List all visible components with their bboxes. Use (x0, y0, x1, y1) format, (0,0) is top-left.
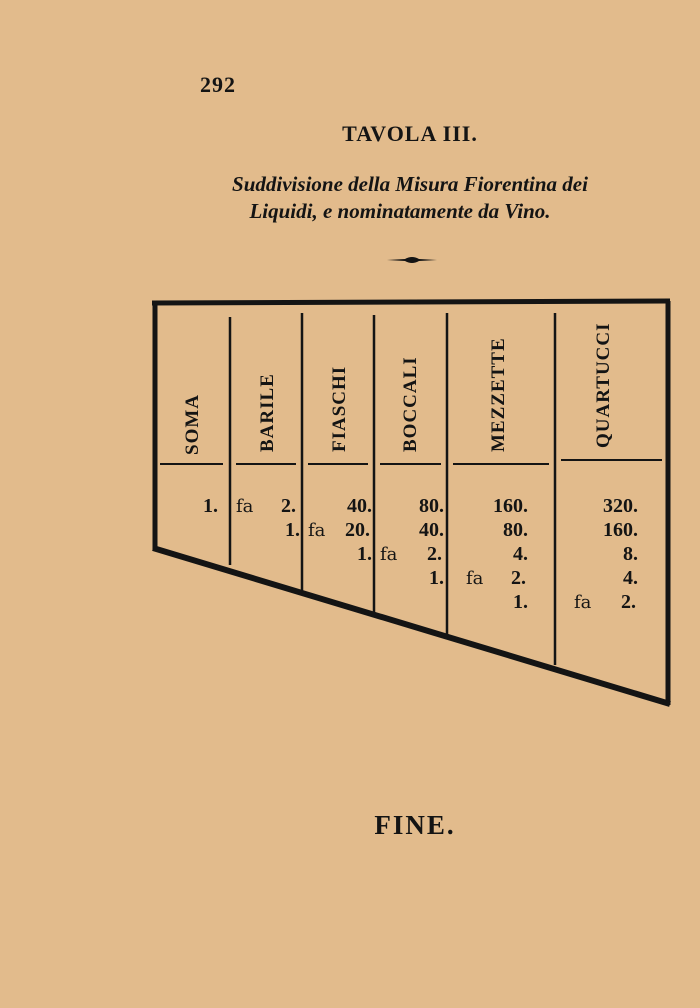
table-cell: fa 2. (236, 495, 296, 517)
subtitle-line-2: Liquidi, e nominatamente da Vino. (249, 199, 551, 223)
column-header-soma: SOMA (182, 394, 203, 455)
table-cell: 4. (513, 543, 528, 565)
table-cell: 4. (623, 567, 638, 589)
column-header-barile: BARILE (257, 373, 278, 452)
table-cell: 1. (513, 591, 528, 613)
column-header-fiaschi: FIASCHI (329, 365, 350, 452)
end-text: FINE. (374, 810, 456, 840)
table-cell: 1. (203, 495, 218, 517)
table-title: TAVOLA III. (342, 121, 478, 146)
column-header-mezzette: MEZZETTE (488, 337, 509, 452)
table-cell: fa 2. (380, 543, 442, 565)
page-number: 292 (200, 72, 236, 97)
table-cell: 40. (419, 519, 444, 541)
table-cell: 80. (419, 495, 444, 517)
table-cell: 160. (493, 495, 528, 517)
table-cell: 1. (357, 543, 372, 565)
table-cell: fa 20. (308, 519, 370, 541)
table-cell: 1. (285, 519, 300, 541)
subtitle-line-1: Suddivisione della Misura Fiorentina dei (232, 172, 588, 196)
table-cell: 1. (429, 567, 444, 589)
table-cell: 320. (603, 495, 638, 517)
table-cell: fa 2. (466, 567, 526, 589)
column-header-quartucci: QUARTUCCI (593, 322, 614, 448)
column-header-boccali: BOCCALI (400, 356, 421, 452)
table-cell: 80. (503, 519, 528, 541)
table-cell: 160. (603, 519, 638, 541)
table-cell: 8. (623, 543, 638, 565)
table-cell: 40. (347, 495, 372, 517)
table-cell: fa 2. (574, 591, 636, 613)
